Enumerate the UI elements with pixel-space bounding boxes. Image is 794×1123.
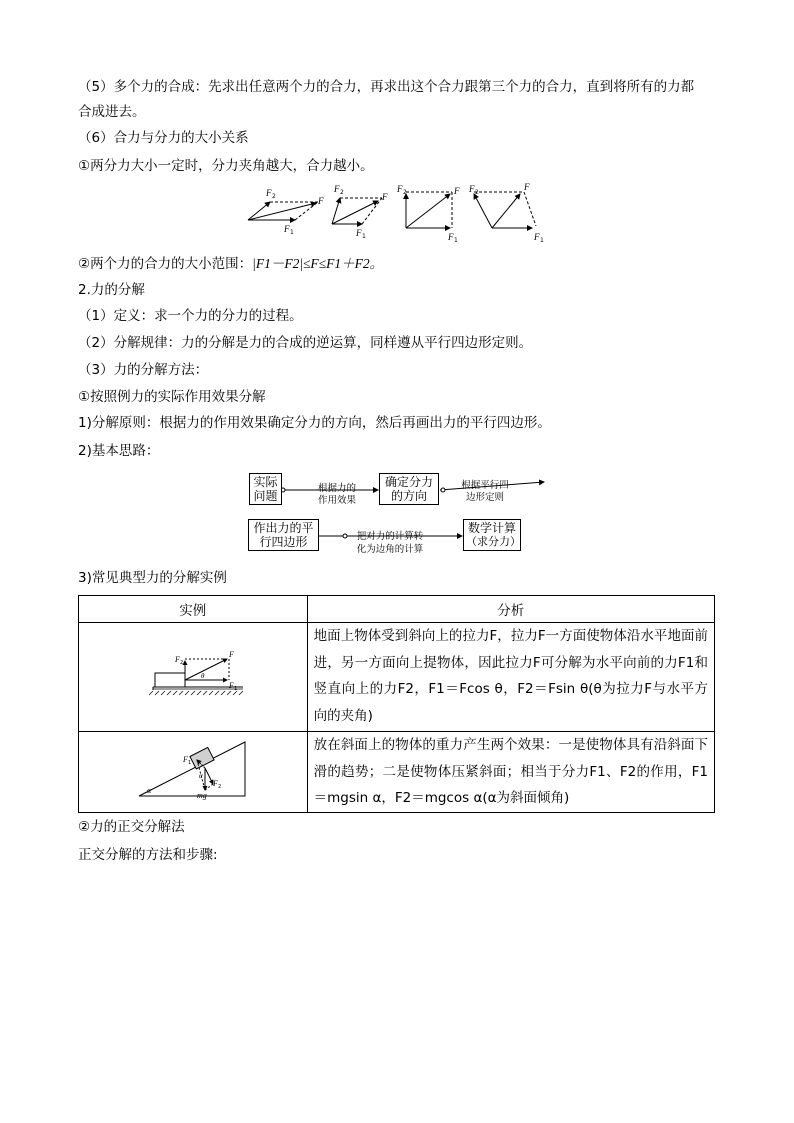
parallelogram-b <box>332 198 382 224</box>
basic-idea-title: 2)基本思路： <box>78 443 160 459</box>
flow-label-1a: 根据力的 <box>317 483 356 494</box>
examples-table <box>78 595 715 813</box>
svg-text:1: 1 <box>362 233 366 240</box>
method2-title: ②力的正交分解法 <box>78 819 185 835</box>
svg-text:α: α <box>199 772 203 780</box>
svg-text:1: 1 <box>454 237 458 244</box>
flow-box-math-line1: 数学计算 <box>467 521 516 535</box>
svg-text:F: F <box>183 755 188 764</box>
svg-text:F: F <box>454 186 460 196</box>
p6-title: （6）合力与分力的大小关系 <box>78 130 249 146</box>
svg-text:F: F <box>448 232 454 242</box>
svg-text:2: 2 <box>180 660 184 666</box>
parallelogram-c <box>406 192 452 228</box>
svg-text:2: 2 <box>218 784 222 790</box>
method1-title: ①按照例力的实际作用效果分解 <box>78 389 266 405</box>
header-example: 实例 <box>79 596 308 623</box>
rule2-prefix: ②两个力的合力的大小范围： <box>78 256 253 272</box>
svg-text:2: 2 <box>403 189 407 196</box>
section2-title: 2.力的分解 <box>78 282 145 298</box>
svg-text:F: F <box>397 184 403 194</box>
flow-box-math <box>463 519 521 551</box>
svg-text:mg: mg <box>197 791 207 800</box>
definition: （1）定义：求一个力的分力的过程。 <box>78 308 303 324</box>
svg-text:1: 1 <box>234 686 238 692</box>
svg-text:1: 1 <box>188 760 192 766</box>
flow-label-1b: 作用效果 <box>317 495 356 506</box>
flow-box-parallelogram: 作出力的平行四边形 <box>248 519 319 551</box>
flow-box-actual-problem: 实际问题 <box>249 473 282 505</box>
analysis-text-pull: 地面上物体受到斜向上的拉力F，拉力F一方面使物体沿水平地面前进，另一方面向上提物体，因此拉力F可分解为水平向前的力F1和竖直向上的力F2，F1＝Fcos θ，F2＝Fsin θ(θ为拉力F与水平方向的夹角) <box>313 628 708 724</box>
svg-text:θ: θ <box>201 672 205 680</box>
svg-text:F: F <box>213 779 218 788</box>
table-header-row <box>79 596 715 623</box>
svg-text:α: α <box>147 786 152 795</box>
flow-box-direction: 确定分力的方向 <box>379 473 439 505</box>
flow-box-math-line2: （求分力） <box>466 535 521 548</box>
svg-text:F: F <box>229 650 234 659</box>
flow-label-3b: 化为边角的计算 <box>356 544 424 555</box>
decomposition-law: （2）分解规律：力的分解是力的合成的逆运算，同样遵从平行四边形定则。 <box>78 335 533 351</box>
svg-text:F: F <box>524 182 530 192</box>
svg-text:F: F <box>334 184 340 194</box>
header-analysis: 分析 <box>307 596 714 623</box>
svg-text:2: 2 <box>340 189 344 196</box>
orthogonal-steps: 正交分解的方法和步骤: <box>78 847 218 863</box>
p5-line2: 合成进去。 <box>78 104 146 120</box>
analysis-cell-pull <box>307 623 714 732</box>
p5-line1: （5）多个力的合成：先求出任意两个力的合力，再求出这个合力跟第三个力的合力，直到将所有的力都 <box>78 79 695 95</box>
table-row <box>79 623 715 732</box>
svg-text:2: 2 <box>272 193 276 200</box>
svg-text:F: F <box>284 224 290 234</box>
svg-text:F: F <box>266 188 272 198</box>
svg-text:F: F <box>534 232 540 242</box>
rule1: ①两分力大小一定时，分力夹角越大，合力越小。 <box>78 158 374 174</box>
resultant-angle-figure <box>240 180 560 244</box>
parallelogram-a <box>248 202 318 220</box>
svg-text:F: F <box>229 681 234 690</box>
rule2-formula: |F1－F2|≤F≤F1＋F2。 <box>252 256 384 271</box>
pull-force-figure <box>149 647 249 719</box>
svg-text:F: F <box>175 655 180 664</box>
svg-text:F: F <box>318 196 324 206</box>
method-title: （3）力的分解方法： <box>78 362 209 378</box>
analysis-text-incline: 放在斜面上的物体的重力产生两个效果：一是使物体具有沿斜面下滑的趋势；二是使物体压紧斜面；相当于分力F1、F2的作用，F1＝mgsin α，F2＝mgcos α(α为斜面倾角) <box>313 737 708 806</box>
svg-text:2: 2 <box>475 189 479 196</box>
example-cell-incline <box>79 732 308 813</box>
principle: 1)分解原则：根据力的作用效果确定分力的方向，然后再画出力的平行四边形。 <box>78 415 551 431</box>
flow-label-3a: 把对力的计算转 <box>356 531 424 542</box>
flow-label-2b: 边形定则 <box>465 492 504 503</box>
incline-figure <box>135 738 255 808</box>
svg-text:1: 1 <box>290 229 294 236</box>
svg-text:F: F <box>469 184 475 194</box>
parallelogram-d <box>474 192 536 228</box>
analysis-cell-incline <box>307 732 714 813</box>
example-cell-pull <box>79 623 308 732</box>
flow-label-2a: 根据平行四 <box>461 480 509 491</box>
svg-text:F: F <box>382 192 388 202</box>
rule2 <box>78 254 383 274</box>
typical-examples-title: 3)常见典型力的分解实例 <box>78 570 227 586</box>
table-row <box>79 732 715 813</box>
svg-text:F: F <box>356 228 362 238</box>
svg-text:1: 1 <box>540 237 544 244</box>
